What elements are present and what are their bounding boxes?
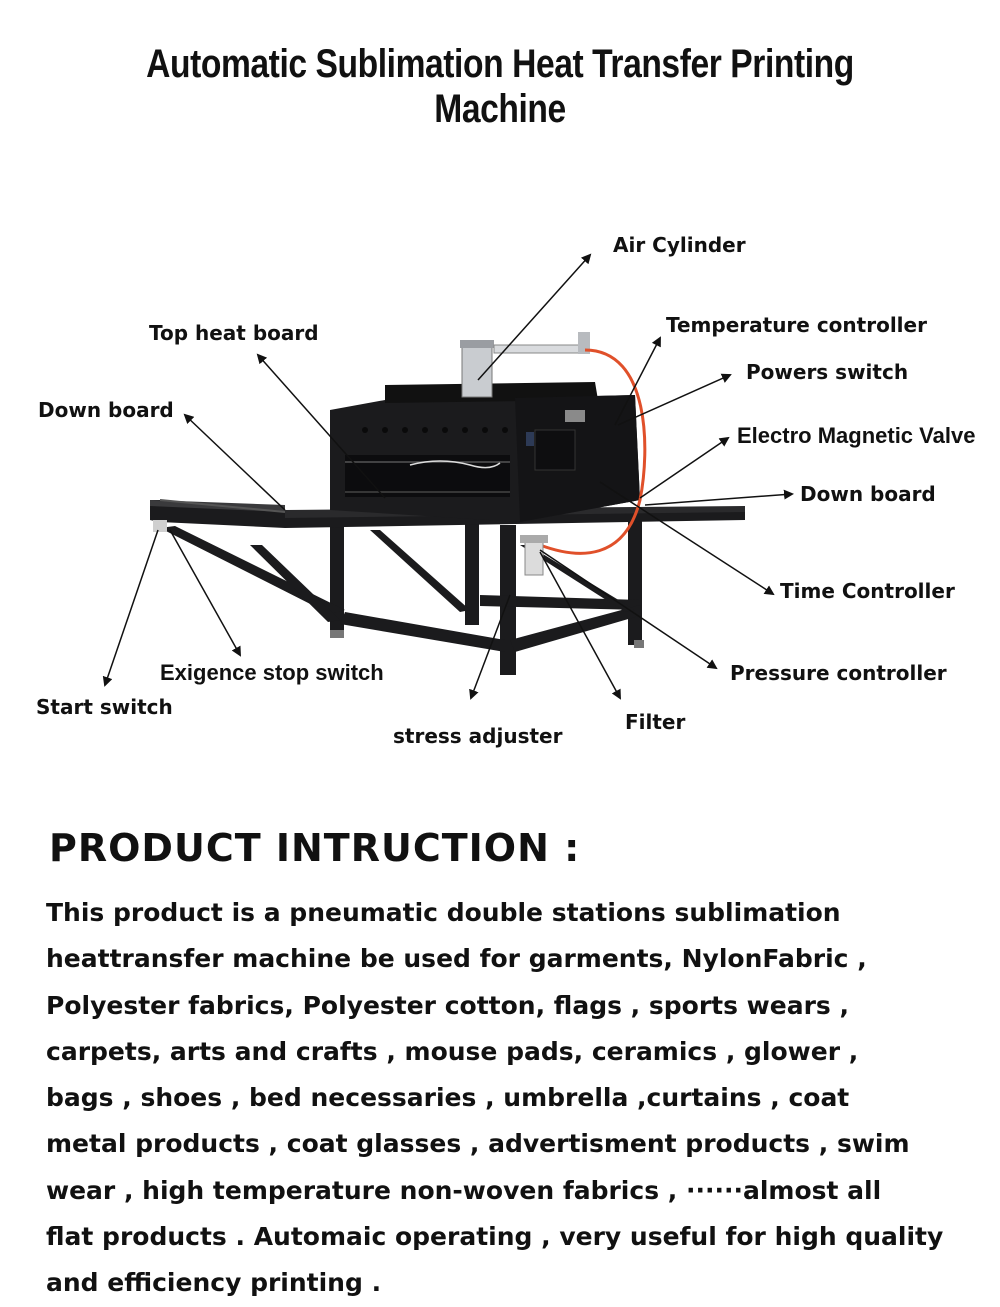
product-description: [46, 890, 961, 1307]
label-air-cylinder: Air Cylinder: [613, 233, 746, 257]
machine-diagram: [0, 200, 1000, 780]
description-line: bags , shoes , bed necessaries , umbrella ,curtains , coat: [46, 1083, 850, 1113]
label-electro-magnetic-valve: Electro Magnetic Valve: [737, 423, 976, 448]
label-top-heat-board: Top heat board: [149, 321, 319, 345]
label-time-controller: Time Controller: [780, 579, 955, 603]
label-down-board-right: Down board: [800, 482, 936, 506]
description-line: carpets, arts and crafts , mouse pads, ceramics , glower ,: [46, 1036, 859, 1066]
press-body: [330, 382, 640, 522]
section-heading: PRODUCT INTRUCTION :: [49, 826, 581, 870]
label-powers-switch: Powers switch: [746, 360, 909, 384]
label-stress-adjuster: stress adjuster: [393, 724, 563, 748]
label-down-board-left: Down board: [38, 398, 174, 422]
description-line: heattransfer machine be used for garments, NylonFabric ,: [46, 944, 867, 974]
description-line: flat products . Automaic operating , very useful for high quality: [46, 1222, 944, 1252]
label-start-switch: Start switch: [36, 695, 173, 719]
label-filter: Filter: [625, 710, 686, 734]
label-exigence-stop-switch: Exigence stop switch: [160, 660, 384, 685]
description-line: and efficiency printing .: [46, 1268, 382, 1298]
label-temperature-controller: Temperature controller: [666, 313, 927, 337]
description-line: Polyester fabrics, Polyester cotton, flags , sports wears ,: [46, 990, 850, 1020]
page-title: Automatic Sublimation Heat Transfer Printing Machine: [146, 42, 854, 131]
description-line: wear , high temperature non-woven fabrics , ······almost all: [46, 1175, 882, 1205]
description-line: metal products , coat glasses , advertisment products , swim: [46, 1129, 910, 1159]
machine-frame: [160, 510, 644, 675]
label-pressure-controller: Pressure controller: [730, 661, 947, 685]
description-line: This product is a pneumatic double stations sublimation: [46, 898, 841, 927]
